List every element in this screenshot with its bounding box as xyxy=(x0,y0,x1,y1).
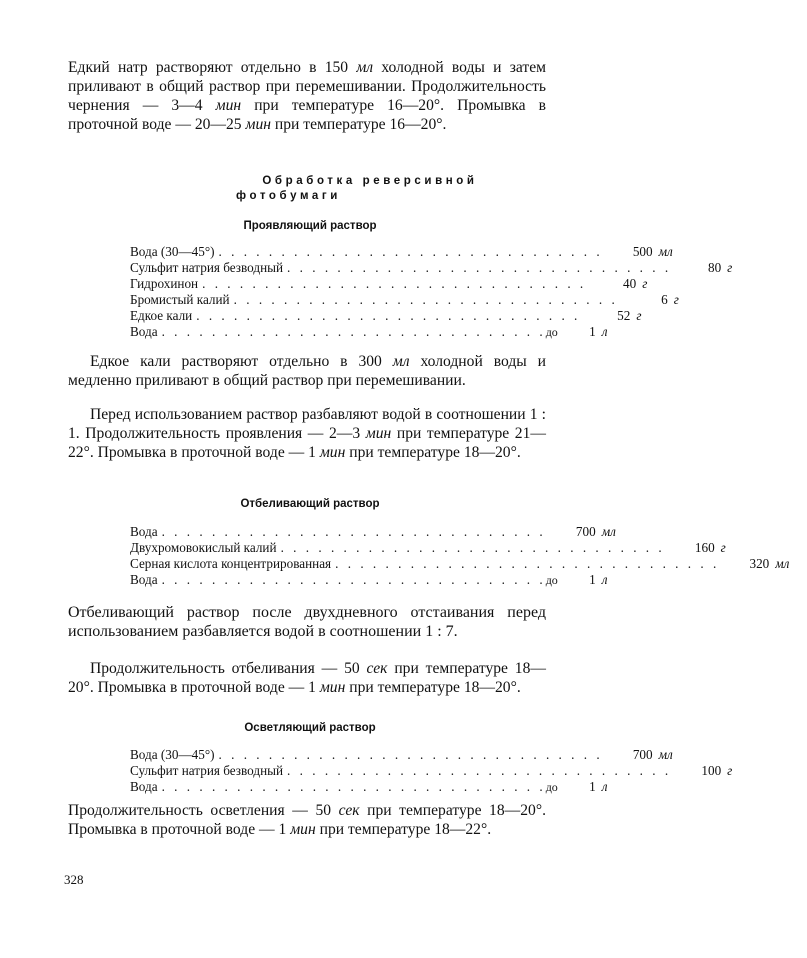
section-title xyxy=(70,174,670,204)
recipe-row: Вода . . . . . . . . . . . . . . . . . . . . . . . . . . . . . . . до 1 л xyxy=(130,572,608,587)
recipe-row: Сульфит натрия безводный . . . . . . . . . . . . . . . . . . . . . . . . . . . . . . . 80 г xyxy=(130,260,733,275)
developer-recipe xyxy=(130,244,733,340)
developer-title: Проявляющий раствор xyxy=(243,220,377,232)
section-title-line1: Обработка реверсивной xyxy=(262,175,478,187)
recipe-row: Вода . . . . . . . . . . . . . . . . . . . . . . . . . . . . . . . до 1 л xyxy=(130,779,608,794)
recipe-row: Двухромовокислый калий . . . . . . . . . . . . . . . . . . . . . . . . . . . . . . . 160 г xyxy=(130,540,726,555)
paragraph-caustic-potash: Едкое кали растворяют отдельно в 300 мл холодной воды и медленно приливают в общий раствор при перемешивании. xyxy=(68,353,546,389)
paragraph-bleach-dilution: Отбеливающий раствор после двухдневного отстаивания перед использованием разбавляется водой в соотношении 1 : 7. xyxy=(68,604,546,640)
recipe-row: Вода (30—45°) . . . . . . . . . . . . . . . . . . . . . . . . . . . . . . . 500 мл xyxy=(130,244,673,259)
recipe-row: Серная кислота концентрированная . . . . . . . . . . . . . . . . . . . . . . . . . . . . . . . 320 мл xyxy=(130,556,790,571)
recipe-row: Вода . . . . . . . . . . . . . . . . . . . . . . . . . . . . . . . 700 мл xyxy=(130,524,616,539)
recipe-row: Сульфит натрия безводный . . . . . . . . . . . . . . . . . . . . . . . . . . . . . . . 100 г xyxy=(130,763,733,778)
bleach-recipe xyxy=(130,524,790,588)
section-title-line2: фотобумаги xyxy=(236,190,341,202)
recipe-row: Едкое кали . . . . . . . . . . . . . . . . . . . . . . . . . . . . . . . 52 г xyxy=(130,308,642,323)
paragraph-bleach-time: Продолжительность отбеливания — 50 сек при температуре 18—20°. Промывка в проточной воде — 1 мин при температуре 18—20°. xyxy=(68,660,546,696)
recipe-row: Бромистый калий . . . . . . . . . . . . . . . . . . . . . . . . . . . . . . . 6 г xyxy=(130,292,679,307)
paragraph-dilution: Перед использованием раствор разбавляют водой в соотношении 1 : 1. Продолжительность проявления — 2—3 мин при температуре 21—22°. Промывка в проточной воде — 1 мин при температуре 18—20°. xyxy=(68,406,546,461)
paragraph-caustic-soda: Едкий натр растворяют отдельно в 150 мл холодной воды и затем приливают в общий раствор при перемешивании. Продолжительность чернения — 3—4 мин при температуре 16—20°. Промывка в проточной воде — 20—25 мин при температуре 16—20°. xyxy=(68,59,547,133)
clearing-recipe xyxy=(130,747,733,795)
recipe-row: Вода (30—45°) . . . . . . . . . . . . . . . . . . . . . . . . . . . . . . . 700 мл xyxy=(130,747,673,762)
page-number: 328 xyxy=(64,872,84,887)
bleach-title: Отбеливающий раствор xyxy=(240,498,380,510)
clearing-title: Осветляющий раствор xyxy=(244,722,376,734)
paragraph-clearing-time: Продолжительность осветления — 50 сек при температуре 18—20°. Промывка в проточной воде — 1 мин при температуре 18—22°. xyxy=(68,802,546,838)
recipe-row: Вода . . . . . . . . . . . . . . . . . . . . . . . . . . . . . . . до 1 л xyxy=(130,324,608,339)
recipe-row: Гидрохинон . . . . . . . . . . . . . . . . . . . . . . . . . . . . . . . 40 г xyxy=(130,276,648,291)
